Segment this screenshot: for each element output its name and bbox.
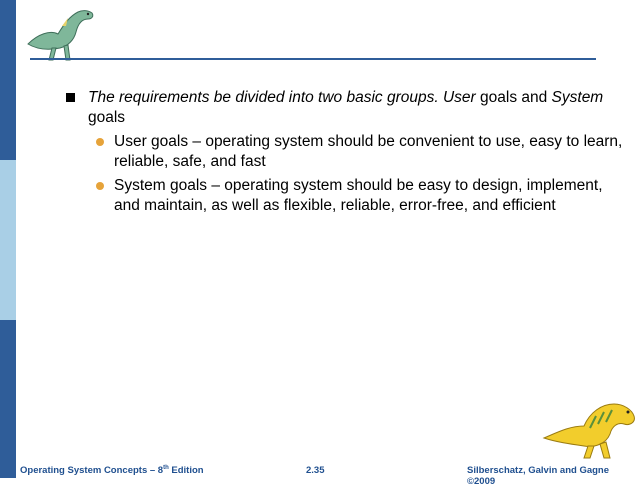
- footer-authors: Silberschatz, Galvin and Gagne ©2009: [467, 465, 610, 487]
- main-bullet-italic-text: The requirements be divided into two basic groups. User: [88, 89, 476, 106]
- main-bullet-text: goals and: [475, 89, 552, 106]
- sub-bullet-text: User goals – operating system should be convenient to use, easy to learn, reliable, safe, and fast: [114, 133, 623, 170]
- sub-bullet-user-goals: [64, 132, 624, 172]
- footer-book-title: Operating System Concepts – 8th Edition: [20, 465, 204, 476]
- slide-body: [64, 88, 624, 216]
- main-bullet-text-end: goals: [88, 109, 126, 126]
- main-bullet-italic-system: System: [551, 89, 604, 106]
- dinosaur-logo-icon: [22, 4, 98, 62]
- main-bullet: [64, 88, 624, 128]
- sub-bullet-system-goals: [64, 176, 624, 216]
- sidebar-segment-dark-top: [0, 0, 16, 160]
- sub-bullet-text: System goals – operating system should be easy to design, implement, and maintain, as well as flexible, reliable, error-free, and efficient: [114, 177, 603, 214]
- header-divider: [30, 58, 596, 60]
- round-bullet-icon: [96, 182, 104, 190]
- sidebar-stripe: [0, 0, 16, 478]
- footer-page-number: 2.35: [306, 465, 325, 476]
- round-bullet-icon: [96, 138, 104, 146]
- sidebar-segment-light: [0, 160, 16, 320]
- sidebar-segment-dark-bottom: [0, 320, 16, 478]
- dinosaur-logo-icon: [540, 382, 638, 462]
- square-bullet-icon: [66, 93, 75, 102]
